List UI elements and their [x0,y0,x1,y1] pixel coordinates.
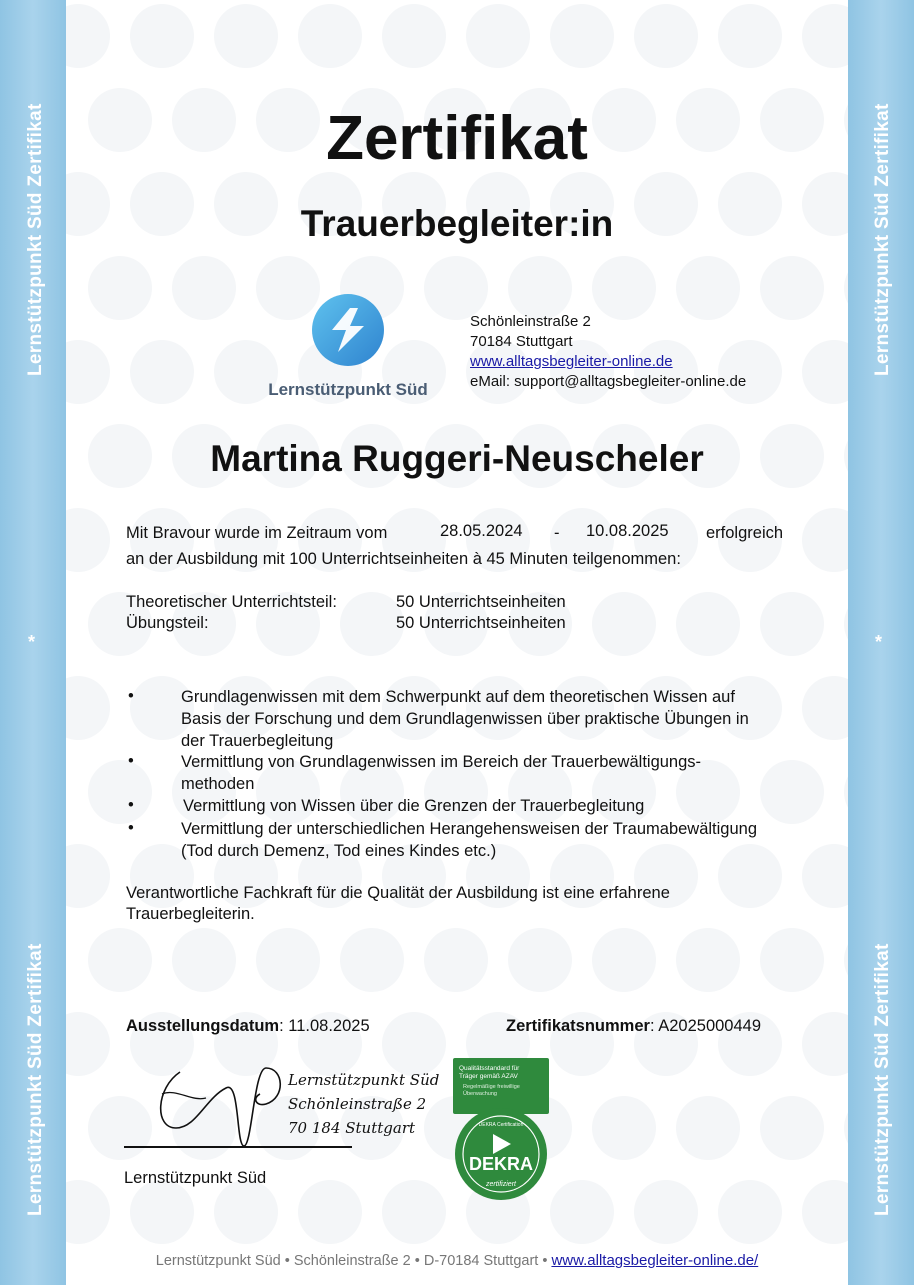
address-street: Schönleinstraße 2 [470,313,591,330]
footer-website-link[interactable]: www.alltagsbegleiter-online.de/ [551,1252,759,1269]
issue-date-label: Ausstellungsdatum [126,1017,280,1035]
side-banner-text: Lernstützpunkt Süd Zertifikat [872,943,893,1216]
units-label: Theoretischer Unterrichtsteil: [126,593,337,611]
recipient-name: Martina Ruggeri-Neuscheler [210,438,704,479]
address-city: 70184 Stuttgart [470,333,573,350]
responsible-line1: Verantwortliche Fachkraft für die Qualität der Ausbildung ist eine erfahrene [126,884,670,902]
side-banner-text: Lernstützpunkt Süd Zertifikat [25,103,46,376]
bullet-line: Vermittlung der unterschiedlichen Herangehensweisen der Traumabewältigung [181,820,758,838]
left-side-banner [0,0,66,1285]
period-dash: - [554,524,560,542]
bullet-marker: • [128,819,134,837]
certificate-number [506,1016,761,1037]
units-value: 50 Unterrichtseinheiten [396,614,566,632]
address-block [470,312,746,392]
handwritten-signature [136,1058,296,1158]
bullet-line: (Tod durch Demenz, Tod eines Kindes etc.) [181,842,497,860]
right-side-banner [848,0,914,1285]
footer-text: Lernstützpunkt Süd • Schönleinstraße 2 • D-70184 Stuttgart • [155,1253,552,1269]
period-line2: an der Ausbildung mit 100 Unterrichtseinheiten à 45 Minuten teilgenommen: [126,550,681,568]
footer [66,1252,848,1269]
issue-date [126,1016,370,1037]
signature-stamp-line: Lernstützpunkt Süd [288,1071,440,1089]
bullet-marker: • [128,752,134,770]
website-link[interactable]: www.alltagsbegleiter-online.de [470,353,673,370]
side-banner-text: Lernstützpunkt Süd Zertifikat [872,103,893,376]
lightning-s-circle-icon [262,294,434,380]
units-label: Übungsteil: [126,614,209,632]
units-value: 50 Unterrichtseinheiten [396,593,566,611]
bullet-line: Vermittlung von Grundlagenwissen im Bereich der Trauerbewältigungs- [181,753,702,771]
certificate-title: Zertifikat [326,104,588,173]
signature-line [124,1146,352,1148]
dekra-point2: Überwachung [463,1091,497,1097]
period-intro: Mit Bravour wurde im Zeitraum vom [126,524,388,542]
address-email: eMail: support@alltagsbegleiter-online.de [470,373,747,390]
period-end-date: 10.08.2025 [586,522,669,540]
bullet-marker: • [128,796,134,814]
dekra-ring-text: DEKRA Certification [478,1122,524,1128]
bullet-line: methoden [181,775,255,793]
dekra-top-line2: Träger gemäß AZAV [459,1073,518,1080]
dekra-top-line1: Qualitätsstandard für [459,1065,520,1072]
side-banner-star: * [28,632,36,652]
dekra-seal-graphic [453,1058,549,1202]
side-banner-text: Lernstützpunkt Süd Zertifikat [25,943,46,1216]
certificate-number-label: Zertifikatsnummer [506,1017,650,1035]
bullet-line: Vermittlung von Wissen über die Grenzen der Trauerbegleitung [183,797,645,815]
organization-logo [262,294,434,404]
bullet-line: der Trauerbegleitung [181,732,334,750]
bullet-line: Grundlagenwissen mit dem Schwerpunkt auf dem theoretischen Wissen auf [181,688,735,706]
period-start-date: 28.05.2024 [440,522,523,540]
dekra-point1: Regelmäßige freiwillige [463,1084,520,1090]
signature-stamp-line: Schönleinstraße 2 [288,1095,427,1113]
signature-stamp-line: 70 184 Stuttgart [288,1119,416,1137]
logo-name: Lernstützpunkt Süd [268,380,428,399]
certificate-number-value: : A2025000449 [649,1017,761,1035]
period-suffix: erfolgreich [706,524,784,542]
signature-stamp-text [288,1068,439,1140]
certificate-subtitle: Trauerbegleiter:in [300,203,614,244]
issue-date-value: : 11.08.2025 [279,1017,370,1035]
side-banner-star: * [875,632,883,652]
signature-caption: Lernstützpunkt Süd [124,1169,267,1187]
bullet-marker: • [128,687,134,705]
bullet-line: Basis der Forschung und dem Grundlagenwissen über praktische Übungen in [181,710,749,728]
dekra-seal [453,1058,549,1202]
responsible-line2: Trauerbegleiterin. [126,905,255,923]
dekra-brand: DEKRA [468,1154,534,1174]
certificate-body [66,0,848,1285]
dekra-certified: zertifiziert [486,1181,516,1188]
